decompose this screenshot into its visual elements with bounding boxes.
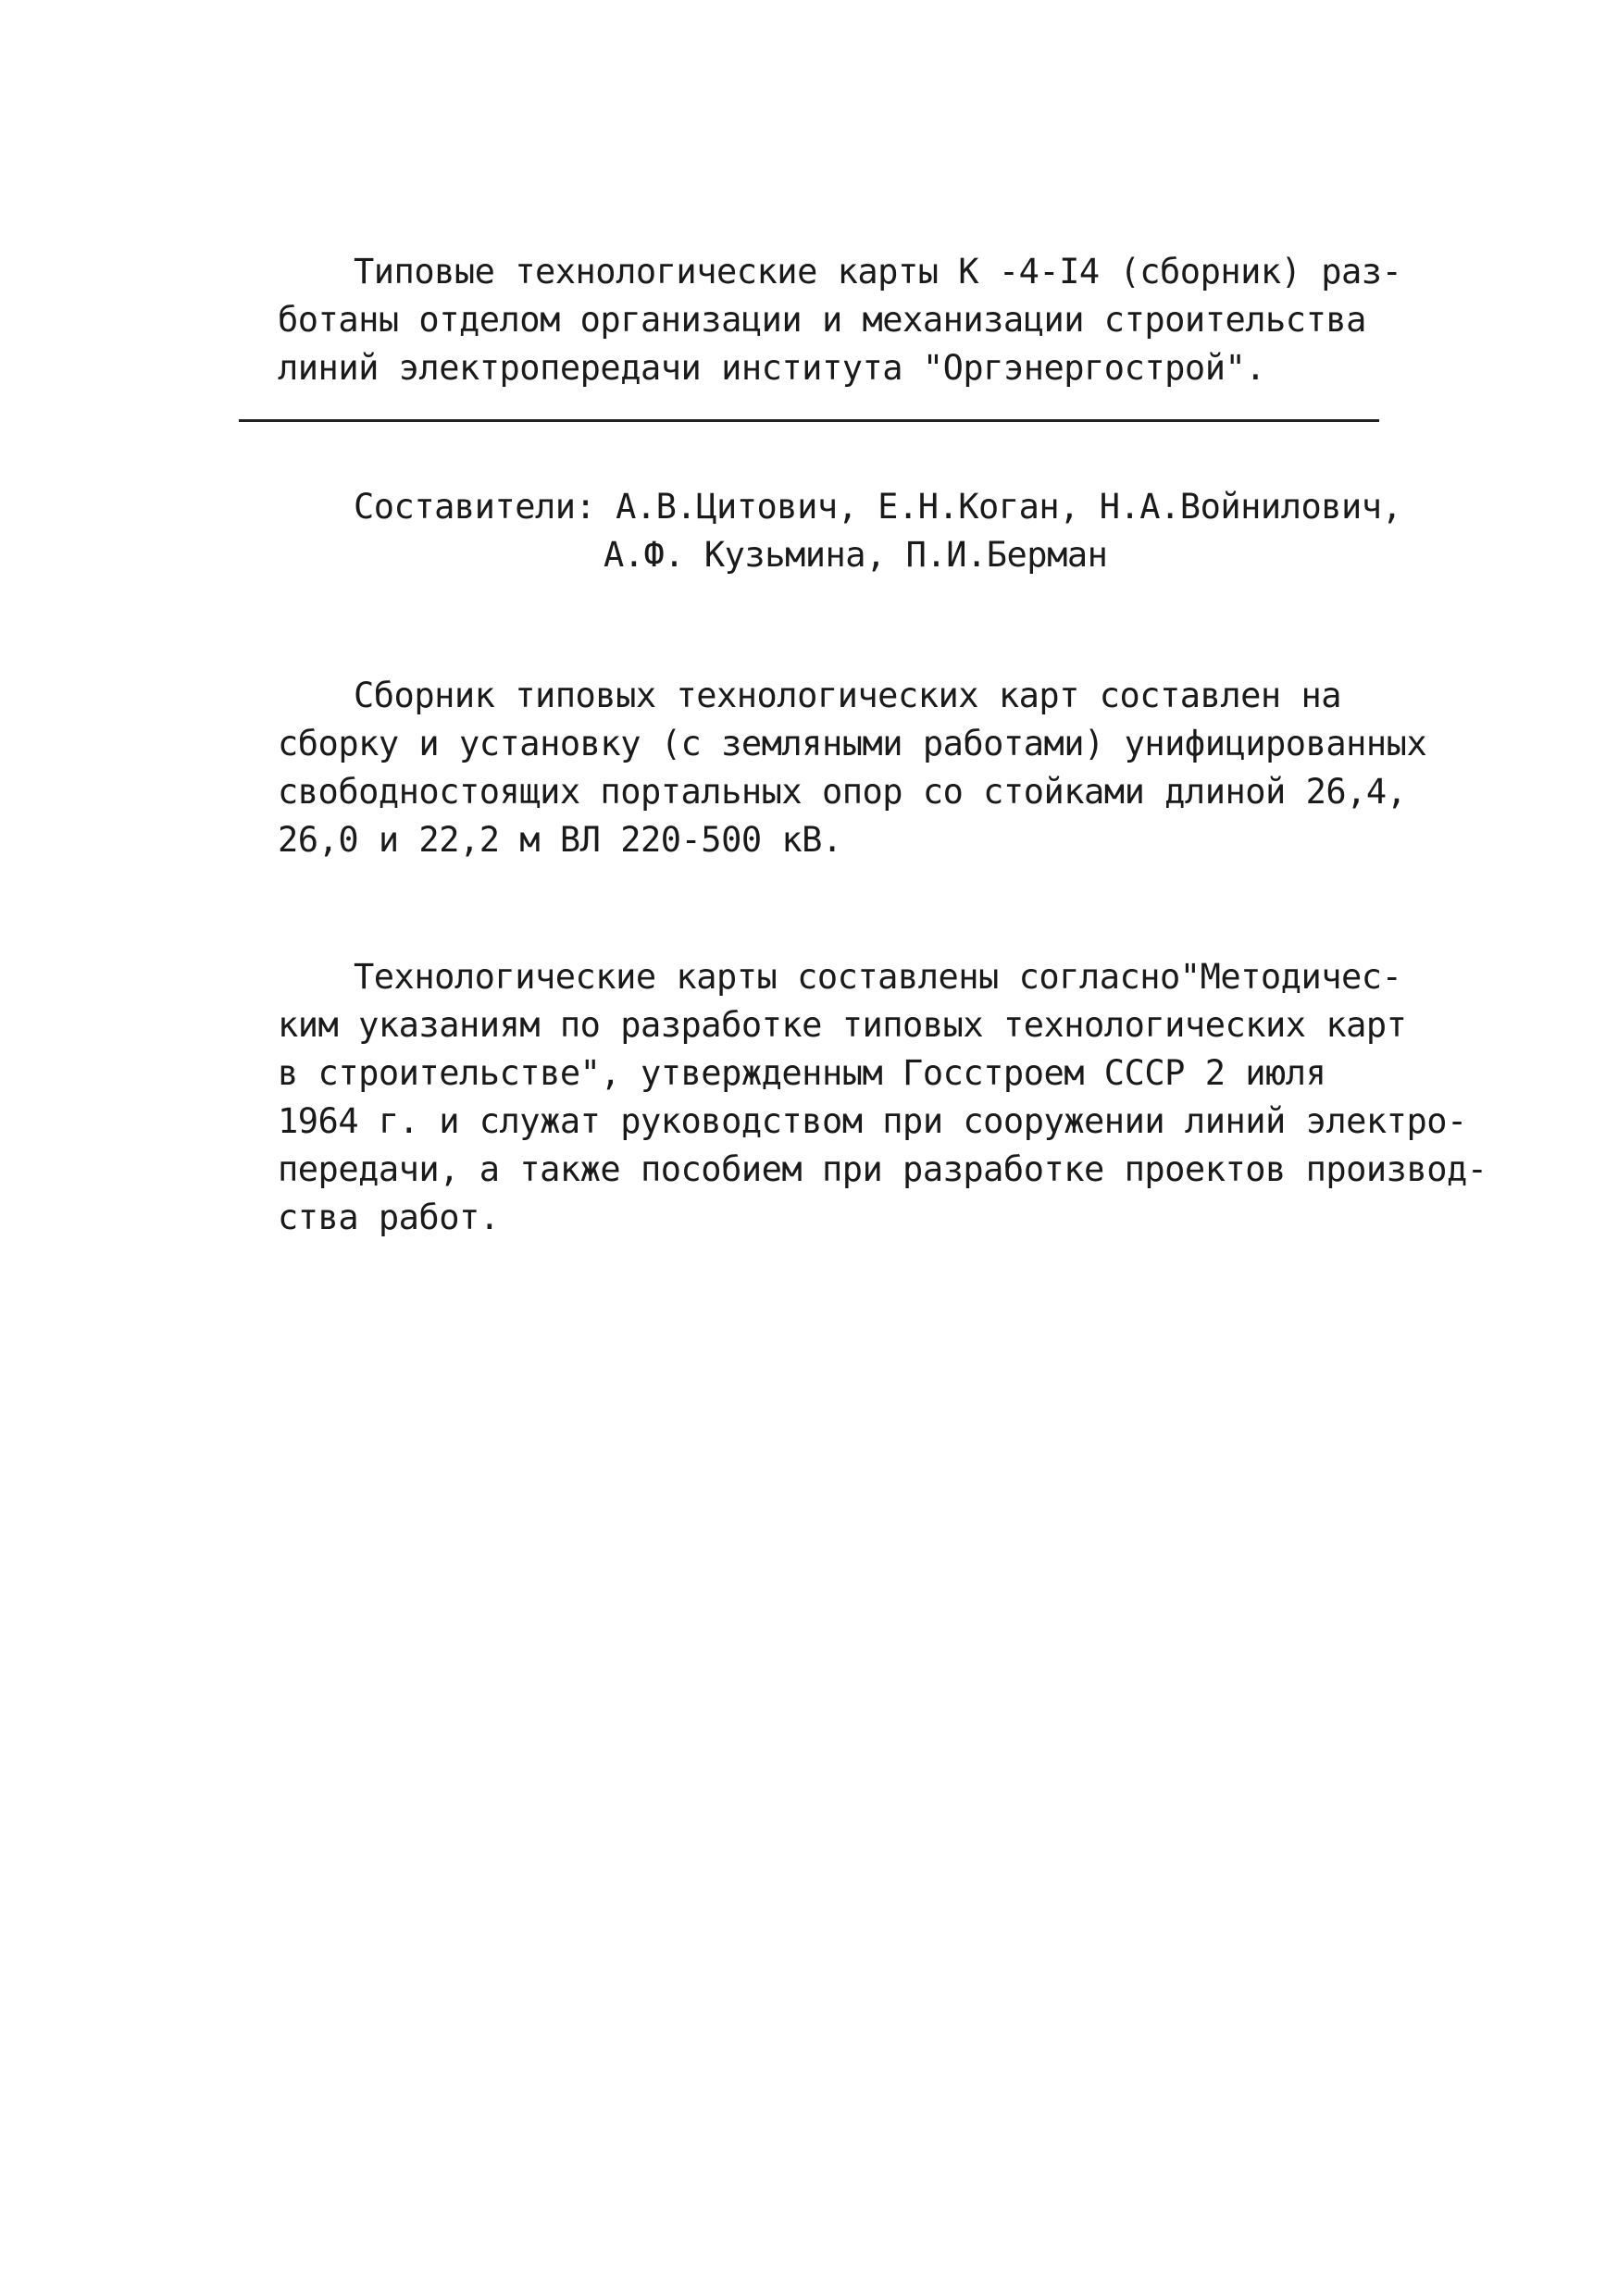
paragraph3-line-6: ства работ. <box>278 1198 500 1237</box>
paragraph3-line-3: в строительстве", утвержденным Госстроем СССР 2 июля <box>278 1053 1326 1093</box>
paragraph2-line-4: 26,0 и 22,2 м ВЛ 220-500 кВ. <box>278 820 842 860</box>
paragraph2-line-2: сборку и установку (с земляными работами) унифицированных <box>278 724 1427 763</box>
paragraph1-line-2: ботаны отделом организации и механизации строительства <box>278 300 1366 340</box>
authors-line-1: Составители: А.В.Цитович, Е.Н.Коган, Н.А.Войнилович, <box>354 487 1402 527</box>
paragraph1-line-1: Типовые технологические карты К -4-I4 (сборник) раз- <box>354 252 1402 292</box>
paragraph3-line-2: ким указаниям по разработке типовых технологических карт <box>278 1005 1407 1045</box>
authors-line-2: А.Ф. Кузьмина, П.И.Берман <box>604 535 1108 575</box>
paragraph2-line-1: Сборник типовых технологических карт составлен на <box>354 676 1342 715</box>
paragraph3-line-5: передачи, а также пособием при разработке проектов производ- <box>278 1149 1487 1189</box>
paragraph2-line-3: свободностоящих портальных опор со стойками длиной 26,4, <box>278 772 1407 812</box>
paragraph3-line-4: 1964 г. и служат руководством при сооружении линий электро- <box>278 1101 1467 1141</box>
paragraph1-line-3: линий электропередачи института "Оргэнергострой". <box>278 348 1266 388</box>
section-divider <box>239 419 1379 422</box>
paragraph3-line-1: Технологические карты составлены согласно"Методичес- <box>354 957 1402 997</box>
